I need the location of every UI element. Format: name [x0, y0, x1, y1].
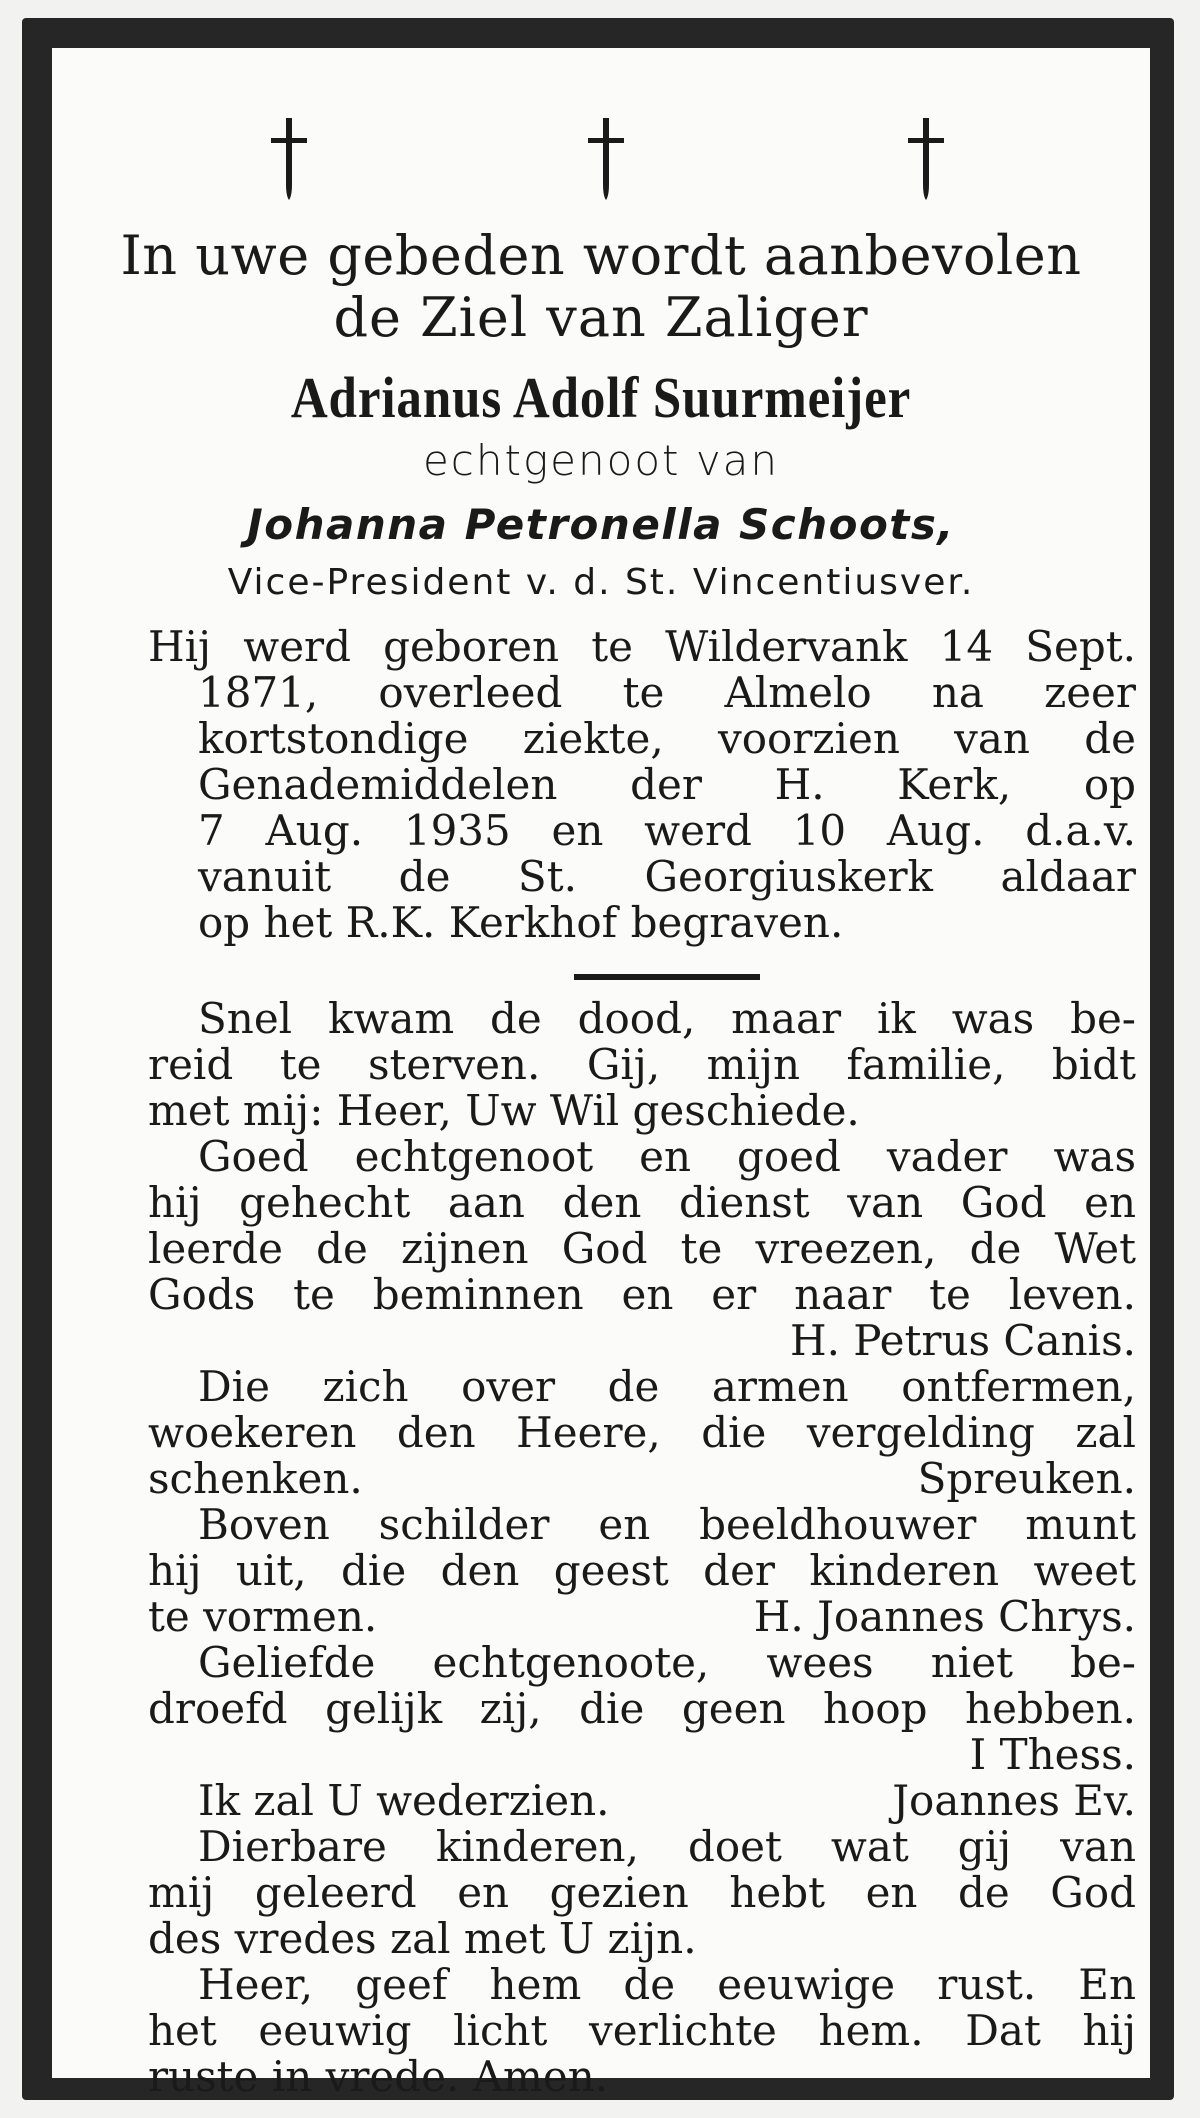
cross-row — [52, 118, 1150, 208]
quote-line: te vormen. — [148, 1592, 378, 1641]
bio-line: kortstondige ziekte, voorzien van de — [198, 714, 1136, 763]
bio-line: 1871, overleed te Almelo na zeer — [198, 668, 1136, 717]
bio-line: Hij werd geboren te Wildervank 14 Sept. — [148, 622, 1136, 671]
quote-line: des vredes zal met U zijn. — [148, 1914, 697, 1963]
quote-line: Boven schilder en beeldhouwer munt — [198, 1500, 1136, 1549]
quote-line: hij gehecht aan den dienst van God en — [148, 1178, 1136, 1227]
quote-line-with-source — [148, 1594, 1136, 1640]
quote-source: Spreuken. — [917, 1454, 1136, 1503]
quote-line: Die zich over de armen ontfermen, — [198, 1362, 1136, 1411]
cross-icon — [586, 118, 626, 200]
quote-line: Goed echtgenoot en goed vader was — [198, 1132, 1136, 1181]
spouse-name: Johanna Petronella Schoots, — [247, 500, 955, 549]
quote-line: ruste in vrede. Amen. — [148, 2052, 609, 2101]
quote-source: Joannes Ev. — [892, 1776, 1136, 1825]
divider-rule — [574, 974, 760, 980]
bio-line: Genademiddelen der H. Kerk, op — [198, 760, 1136, 809]
quote-line: Geliefde echtgenoote, wees niet be- — [198, 1638, 1136, 1687]
bio-line: 7 Aug. 1935 en werd 10 Aug. d.a.v. — [198, 806, 1136, 855]
bio-line: vanuit de St. Georgiuskerk aldaar — [198, 852, 1136, 901]
quote-line: schenken. — [148, 1454, 363, 1503]
quote-line: mij geleerd en gezien hebt en de God — [148, 1868, 1136, 1917]
cross-icon — [269, 118, 309, 200]
quote-line-with-source — [148, 1778, 1136, 1824]
quote-line: droefd gelijk zij, die geen hoop hebben. — [148, 1684, 1136, 1733]
spouse-of-label: echtgenoot van — [422, 436, 780, 485]
role-title: Vice-President v. d. St. Vincentiusver. — [227, 562, 975, 603]
quote-line: hij uit, die den geest der kinderen weet — [148, 1546, 1136, 1595]
quote-line: woekeren den Heere, die vergelding zal — [148, 1408, 1136, 1457]
quotes — [148, 996, 1136, 2100]
quote-line: Heer, geef hem de eeuwige rust. En — [198, 1960, 1136, 2009]
quote-line: met mij: Heer, Uw Wil geschiede. — [148, 1086, 860, 1135]
intro-line-2: de Ziel van Zaliger — [333, 286, 869, 349]
quote-source: H. Petrus Canis. — [789, 1316, 1136, 1365]
quote-line: reid te sterven. Gij, mijn familie, bidt — [148, 1040, 1136, 1089]
quote-source: H. Joannes Chrys. — [753, 1592, 1136, 1641]
quote-source: I Thess. — [969, 1730, 1136, 1779]
intro-line-1: In uwe gebeden wordt aanbevolen — [120, 224, 1082, 287]
quote-line: Dierbare kinderen, doet wat gij van — [198, 1822, 1136, 1871]
quote-line: het eeuwig licht verlichte hem. Dat hij — [148, 2006, 1136, 2055]
quote-line: Snel kwam de dood, maar ik was be- — [198, 994, 1136, 1043]
quote-line: leerde de zijnen God te vreezen, de Wet — [148, 1224, 1136, 1273]
quote-line-with-source — [148, 1456, 1136, 1502]
quote-line: Gods te beminnen en er naar te leven. — [148, 1270, 1136, 1319]
cross-icon — [906, 118, 946, 200]
biography — [148, 624, 1136, 946]
bio-line: op het R.K. Kerkhof begraven. — [198, 898, 844, 947]
deceased-name: Adrianus Adolf Suurmeijer — [290, 365, 912, 430]
quote-line: Ik zal U wederzien. — [198, 1776, 610, 1825]
card-panel — [52, 48, 1150, 2101]
